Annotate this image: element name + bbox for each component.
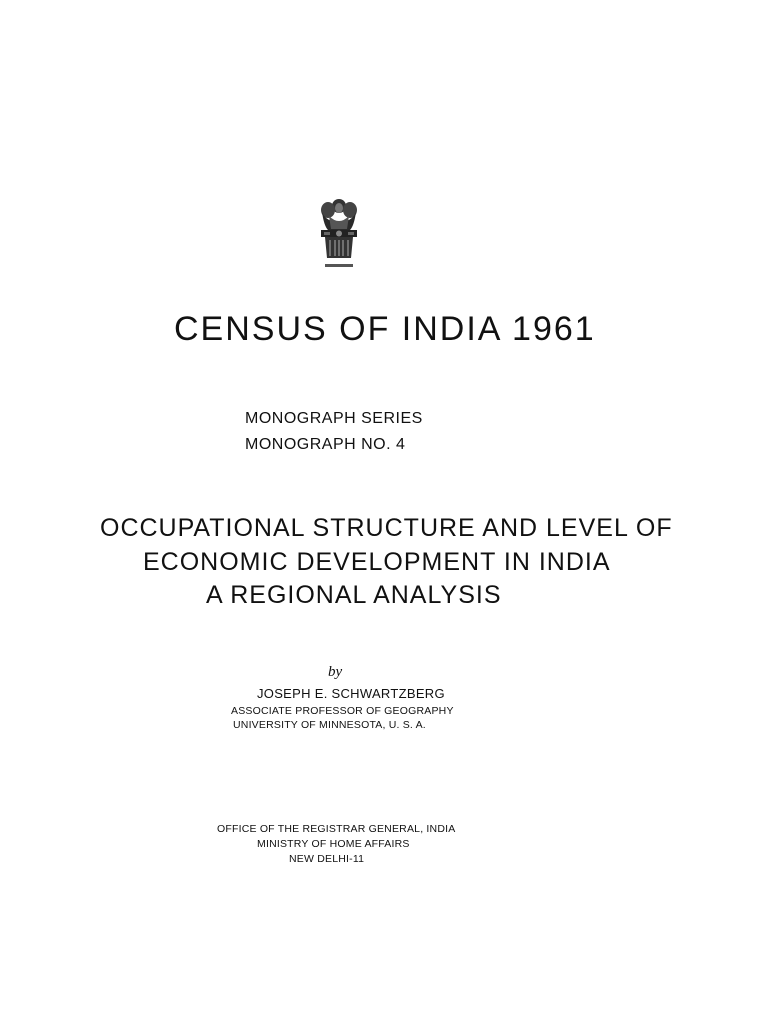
subtitle-line-2: ECONOMIC DEVELOPMENT IN INDIA bbox=[143, 548, 611, 576]
monograph-number: MONOGRAPH NO. 4 bbox=[245, 436, 406, 453]
lion-capital-emblem-icon bbox=[314, 196, 364, 272]
publisher-city: NEW DELHI-11 bbox=[289, 853, 365, 865]
by-label: by bbox=[328, 664, 343, 680]
series-name: MONOGRAPH SERIES bbox=[245, 410, 423, 427]
subtitle-line-1: OCCUPATIONAL STRUCTURE AND LEVEL OF bbox=[100, 514, 673, 542]
publisher-ministry: MINISTRY OF HOME AFFAIRS bbox=[257, 838, 410, 850]
author-name: JOSEPH E. SCHWARTZBERG bbox=[257, 686, 445, 701]
page-title: CENSUS OF INDIA 1961 bbox=[174, 310, 596, 348]
subtitle-line-3: A REGIONAL ANALYSIS bbox=[206, 581, 502, 609]
state-emblem bbox=[314, 196, 364, 272]
author-position: ASSOCIATE PROFESSOR OF GEOGRAPHY bbox=[231, 705, 454, 717]
author-affiliation: UNIVERSITY OF MINNESOTA, U. S. A. bbox=[233, 719, 426, 731]
publisher-office: OFFICE OF THE REGISTRAR GENERAL, INDIA bbox=[217, 823, 456, 835]
